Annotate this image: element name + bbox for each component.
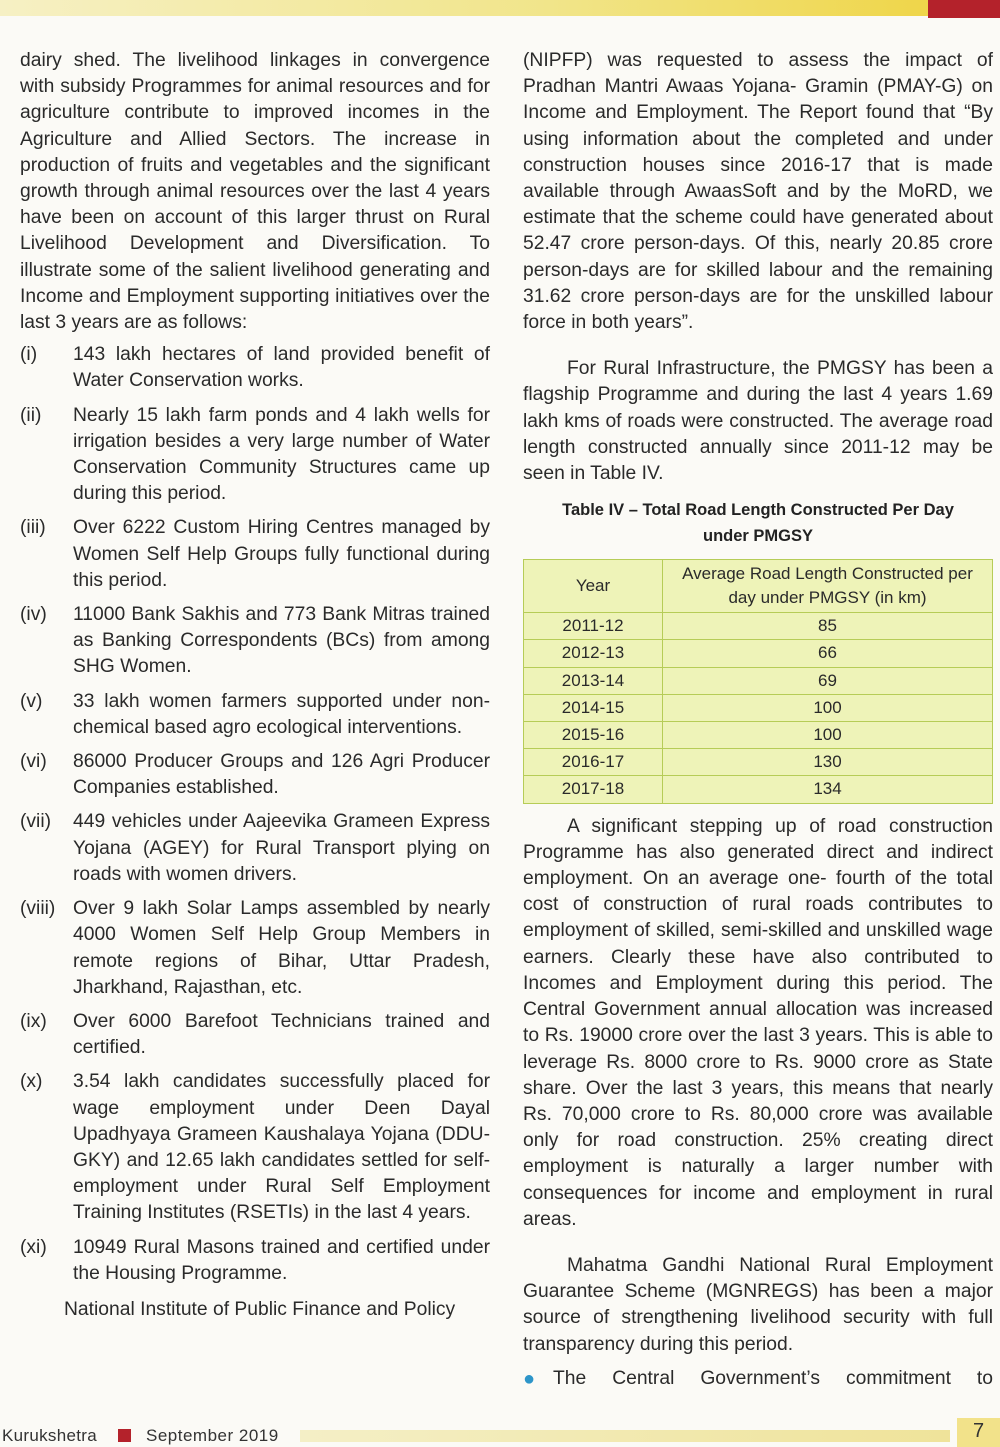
- header-year: Year: [524, 560, 663, 613]
- list-item-text: 86000 Producer Groups and 126 Agri Producer Companies established.: [73, 751, 490, 799]
- footer-decorative-bar: [300, 1430, 950, 1442]
- list-item: [20, 1235, 490, 1287]
- list-item-text: 33 lakh women farmers supported under non-chemical based agro ecological interventions.: [73, 690, 490, 738]
- list-item-number: (ix): [20, 1010, 47, 1032]
- issue-date: September 2019: [146, 1426, 279, 1445]
- pmgsy-paragraph: For Rural Infrastructure, the PMGSY has been a flagship Programme and during the last 4 years 1.69 lakh kms of roads were constructed. The average road length constructed annually since 2011-12 may be seen in Table IV.: [523, 358, 993, 485]
- mgnregs-paragraph: Mahatma Gandhi National Rural Employment Guarantee Scheme (MGNREGS) has been a major source of strengthening livelihood security with full transparency during this period.: [523, 1254, 993, 1355]
- list-item-number: (ii): [20, 404, 42, 426]
- list-item-number: (vi): [20, 751, 47, 773]
- list-item-text: Nearly 15 lakh farm ponds and 4 lakh wells for irrigation besides a very large number of Water Conservation Community Structures came up during this period.: [73, 404, 490, 505]
- cell-year: 2013-14: [524, 667, 663, 694]
- bullet-item: [523, 1366, 993, 1392]
- magazine-name: Kurukshetra: [2, 1426, 97, 1445]
- closing-line: National Institute of Public Finance and Policy: [64, 1298, 456, 1320]
- list-item-text: 11000 Bank Sakhis and 773 Bank Mitras trained as Banking Correspondents (BCs) from among SHG Women.: [73, 604, 490, 678]
- list-item: [20, 1069, 490, 1226]
- list-item: [20, 515, 490, 594]
- cell-year: 2014-15: [524, 694, 663, 721]
- table-body: [524, 613, 993, 803]
- cell-year: 2015-16: [524, 722, 663, 749]
- list-item-text: 143 lakh hectares of land provided benefit of Water Conservation works.: [73, 344, 490, 392]
- list-item-number: (xi): [20, 1236, 47, 1258]
- list-item: [20, 809, 490, 888]
- list-item-number: (x): [20, 1071, 43, 1093]
- list-item-text: 449 vehicles under Aajeevika Grameen Express Yojana (AGEY) for Rural Transport plying on roads with women drivers.: [73, 811, 490, 885]
- table-caption-line1: Table IV – Total Road Length Constructed Per Day: [562, 501, 954, 520]
- list-item: [20, 342, 490, 394]
- intro-paragraph: dairy shed. The livelihood linkages in convergence with subsidy Programmes for animal resources and for agriculture contribute to improved incomes in the Agriculture and Allied Sectors. The increase in production of fruits and vegetables and the significant growth through animal resources over the last 4 years have been on account of this larger thrust on Rural Livelihood Development and Diversification. To illustrate some of the salient livelihood generating and Income and Employment supporting initiatives over the last 3 years are as follows:: [20, 50, 490, 334]
- bullet-text: The Central Government’s commitment to: [553, 1367, 993, 1389]
- initiatives-list: [20, 342, 490, 1287]
- list-item-number: (iii): [20, 517, 46, 539]
- cell-value: 100: [663, 694, 993, 721]
- header-value: Average Road Length Constructed per day under PMGSY (in km): [663, 560, 993, 613]
- cell-value: 130: [663, 749, 993, 776]
- table-caption: [523, 497, 993, 549]
- cell-year: 2012-13: [524, 640, 663, 667]
- list-item: [20, 1009, 490, 1061]
- cell-value: 134: [663, 776, 993, 803]
- table-row: [524, 640, 993, 667]
- list-item: [20, 749, 490, 801]
- top-decorative-bar: [0, 0, 1000, 16]
- top-red-block: [928, 0, 1000, 18]
- list-item: [20, 403, 490, 508]
- table-row: [524, 667, 993, 694]
- cell-year: 2016-17: [524, 749, 663, 776]
- list-item-text: 3.54 lakh candidates successfully placed for wage employment under Deen Dayal Upadhyaya Grameen Kaushalaya Yojana (DDU-GKY) and 12.65 lakh candidates settled for self- employment under Rural Self Employment Training Institutes (RSETIs) in the last 4 years.: [73, 1071, 490, 1224]
- table-row: [524, 776, 993, 803]
- table-row: [524, 613, 993, 640]
- table-row: [524, 749, 993, 776]
- table-header-row: [524, 560, 993, 613]
- list-item-number: (iv): [20, 604, 47, 626]
- cell-value: 100: [663, 722, 993, 749]
- spacer: [523, 336, 993, 356]
- cell-value: 85: [663, 613, 993, 640]
- list-item: [20, 689, 490, 741]
- page-number: 7: [957, 1418, 1000, 1447]
- list-item-text: Over 6000 Barefoot Technicians trained and certified.: [73, 1010, 490, 1059]
- cell-year: 2017-18: [524, 776, 663, 803]
- bullet-dot-icon: ●: [523, 1367, 536, 1390]
- page-footer: [0, 1418, 1000, 1447]
- spacer: [523, 1233, 993, 1253]
- table-row: [524, 694, 993, 721]
- left-column: [20, 48, 490, 1323]
- list-item-number: (vii): [20, 811, 52, 833]
- road-length-table: [523, 559, 993, 803]
- footer-red-square: [118, 1429, 131, 1442]
- nipfp-paragraph: (NIPFP) was requested to assess the impact of Pradhan Mantri Awaas Yojana- Gramin (PMAY-G) on Income and Employment. The Report found that “By using information about the completed and under construction houses since 2016-17 that is made available through AwaasSoft and by the MoRD, we estimate that the scheme could have generated about 52.47 crore person-days. Of this, nearly 20.85 crore person-days are for skilled labour and the remaining 31.62 crore person-days are for the unskilled labour force in both years”.: [523, 50, 993, 334]
- spacer: [523, 804, 993, 814]
- list-item: [20, 896, 490, 1001]
- cell-value: 69: [663, 667, 993, 694]
- table-caption-line2: under PMGSY: [702, 527, 813, 546]
- list-item-number: (viii): [20, 898, 56, 920]
- cell-year: 2011-12: [524, 613, 663, 640]
- cell-value: 66: [663, 640, 993, 667]
- list-item-text: Over 9 lakh Solar Lamps assembled by nearly 4000 Women Self Help Group Members in remote regions of Bihar, Uttar Pradesh, Jharkhand, Rajasthan, etc.: [73, 898, 490, 998]
- list-item-number: (v): [20, 690, 43, 712]
- list-item: [20, 602, 490, 681]
- road-employment-paragraph: A significant stepping up of road construction Programme has also generated direct and indirect employment. On an average one- fourth of the total cost of construction of rural roads contributes to employment of skilled, semi-skilled and unskilled wage earners. Clearly these have also contributed to Incomes and Employment during this period. The Central Government annual allocation was increased to Rs. 19000 crore over the last 3 years. This is able to leverage Rs. 8000 crore to Rs. 9000 crore as State share. Over the last 3 years, this means that nearly Rs. 70,000 crore to Rs. 80,000 crore was available only for road construction. 25% creating direct employment is naturally a larger number with consequences for income and employment in rural areas.: [523, 815, 993, 1230]
- table-row: [524, 722, 993, 749]
- list-item-number: (i): [20, 344, 38, 366]
- right-column: [523, 48, 993, 1392]
- list-item-text: Over 6222 Custom Hiring Centres managed by Women Self Help Groups fully functional during this period.: [73, 517, 490, 591]
- list-item-text: 10949 Rural Masons trained and certified under the Housing Programme.: [73, 1236, 490, 1284]
